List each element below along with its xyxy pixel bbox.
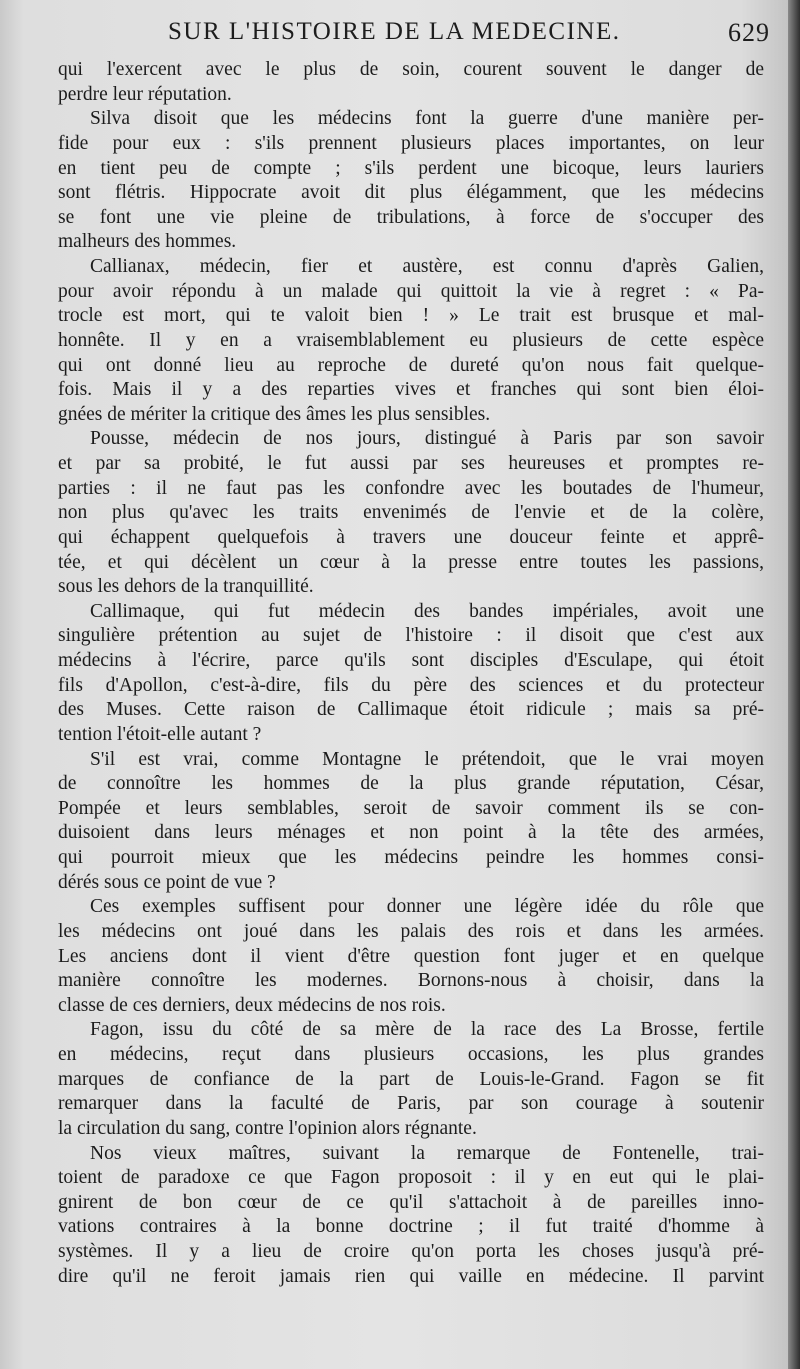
text-line: gnirent de bon cœur de ce qu'il s'attachoit à de pareilles inno- [58,1191,764,1213]
paragraph [58,427,764,599]
text-line: manière connoître les modernes. Bornons-nous à choisir, dans la [58,970,764,992]
paragraph [58,107,764,255]
text-line: en tient peu de compte ; s'ils perdent une bicoque, leurs lauriers [58,157,764,179]
paragraph [58,1142,764,1290]
text-line: singulière prétention au sujet de l'histoire : il disoit que c'est aux [58,625,764,647]
text-line: classe de ces derniers, deux médecins de nos rois. [58,994,446,1016]
text-line: Pousse, médecin de nos jours, distingué à Paris par son savoir [90,428,764,450]
text-line: Ces exemples suffisent pour donner une légère idée du rôle que [90,896,764,918]
text-line: fois. Mais il y a des reparties vives et franches qui sont bien éloi- [58,379,764,401]
text-line: pour avoir répondu à un malade qui quittoit la vie à regret : « Pa- [58,280,764,302]
text-line: toient de paradoxe ce que Fagon proposoit : il y en eut qui le plai- [58,1167,764,1189]
paragraph [58,748,764,896]
running-title: SUR L'HISTOIRE DE LA MEDECINE. [168,18,621,45]
running-head [58,18,770,52]
text-line: remarquer dans la faculté de Paris, par son courage à soutenir [58,1093,764,1115]
text-line: perdre leur réputation. [58,83,232,105]
body-text [58,58,764,1289]
text-line: la circulation du sang, contre l'opinion alors régnante. [58,1117,477,1139]
text-line: vations contraires à la bonne doctrine ; il fut traité d'homme à [58,1216,764,1238]
text-line: fide pour eux : s'ils prennent plusieurs places importantes, on leur [58,132,764,154]
text-line: tention l'étoit-elle autant ? [58,723,262,745]
text-line: sont flétris. Hippocrate avoit dit plus élégamment, que les médecins [58,182,764,204]
text-line: sous les dehors de la tranquillité. [58,576,314,598]
text-line: en médecins, reçut dans plusieurs occasions, les plus grandes [58,1044,764,1065]
text-line: Nos vieux maîtres, suivant la remarque de Fontenelle, trai- [90,1142,764,1164]
text-line: dire qu'il ne feroit jamais rien qui vaille en médecine. Il parvint [58,1265,764,1287]
page-edge-shadow [788,0,800,1369]
text-line: malheurs des hommes. [58,231,237,253]
text-line: gnées de mériter la critique des âmes les plus sensibles. [58,403,491,425]
text-line: se font une vie pleine de tribulations, à force de s'occuper des [58,206,764,228]
text-line: systèmes. Il y a lieu de croire qu'on porta les choses jusqu'à pré- [58,1241,764,1262]
text-line: Fagon, issu du côté de sa mère de la race des La Brosse, fertile [90,1019,764,1041]
text-line: des Muses. Cette raison de Callimaque étoit ridicule ; mais sa pré- [58,699,764,721]
paragraph [58,895,764,1018]
paragraph [58,58,764,107]
text-line: les médecins ont joué dans les palais des rois et dans les armées. [58,920,764,942]
text-line: honnête. Il y en a vraisemblablement eu plusieurs de cette espèce [58,329,764,351]
text-line: et par sa probité, le fut aussi par ses heureuses et promptes re- [58,453,764,474]
text-line: Callimaque, qui fut médecin des bandes impériales, avoit une [90,600,764,622]
text-line: qui l'exercent avec le plus de soin, courent souvent le danger de [58,59,764,80]
text-line: de connoître les hommes de la plus grande réputation, César, [58,773,764,795]
text-line: parties : il ne faut pas les confondre avec les boutades de l'humeur, [58,477,764,499]
text-line: qui échappent quelquefois à travers une douceur feinte et apprê- [58,526,764,548]
text-line: médecins à l'écrire, parce qu'ils sont disciples d'Esculape, qui étoit [58,650,764,671]
text-line: non plus qu'avec les traits envenimés de l'envie et de la colère, [58,502,764,524]
text-line: tée, et qui décèlent un cœur à la presse entre toutes les passions, [58,551,764,573]
text-line: Silva disoit que les médecins font la guerre d'une manière per- [90,108,764,130]
paragraph [58,1018,764,1141]
text-line: duisoient dans leurs ménages et non point à la tête des armées, [58,822,764,844]
text-line: Les anciens dont il vient d'être question font juger et en quelque [58,945,764,967]
text-line: qui pourroit mieux que les médecins peindre les hommes consi- [58,847,764,868]
paragraph [58,255,764,427]
text-line: Callianax, médecin, fier et austère, est connu d'après Galien, [90,256,764,277]
paragraph [58,600,764,748]
text-line: marques de confiance de la part de Louis-le-Grand. Fagon se fit [58,1068,764,1090]
text-line: trocle est mort, qui te valoit bien ! » Le trait est brusque et mal- [58,305,764,327]
text-line: fils d'Apollon, c'est-à-dire, fils du père des sciences et du protecteur [58,674,764,696]
page-number: 629 [728,18,770,47]
text-line: Pompée et leurs semblables, seroit de savoir comment ils se con- [58,797,764,819]
text-line: S'il est vrai, comme Montagne le prétendoit, que le vrai moyen [90,748,764,770]
text-line: qui ont donné lieu au reproche de dureté qu'on nous fait quelque- [58,354,764,376]
text-line: dérés sous ce point de vue ? [58,871,276,893]
